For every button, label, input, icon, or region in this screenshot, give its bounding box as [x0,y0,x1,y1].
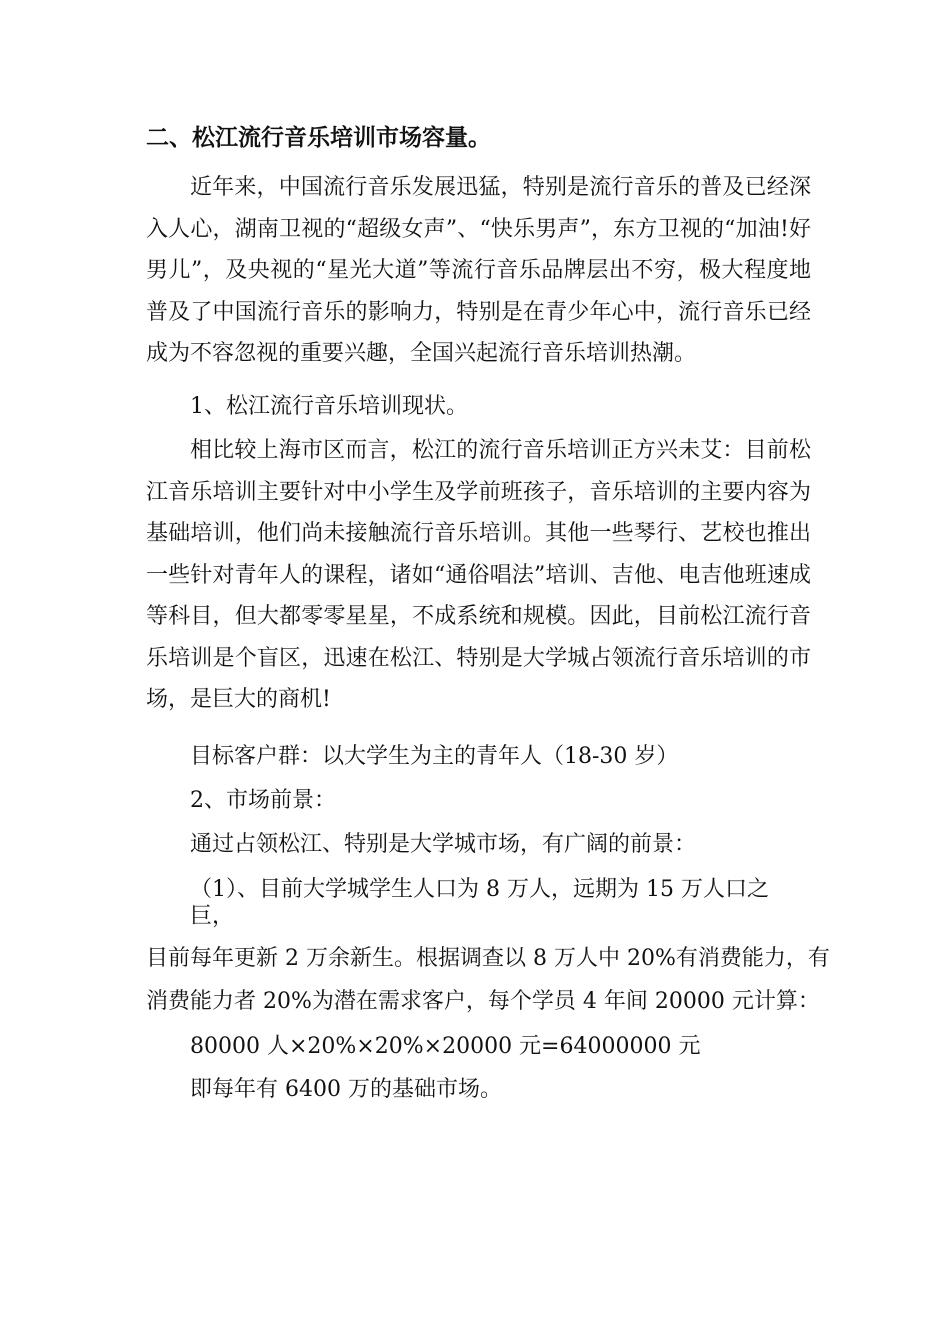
section-heading: 二、松江流行音乐培训市场容量。 [146,125,491,151]
formula-line: 80000 人×20%×20%×20000 元=64000000 元 [190,1034,701,1059]
conclusion-line: 即每年有 6400 万的基础市场。 [190,1077,502,1102]
target-customers-line: 目标客户群：以大学生为主的青年人（18-30 岁） [190,744,679,769]
item1-line-1: （1）、目前大学城学生人口为 8 万人，远期为 15 万人口之 [190,877,769,902]
section1-paragraph: 相比较上海市区而言，松江的流行音乐培训正方兴未艾：目前松江音乐培训主要针对中小学生及学前班孩子，音乐培训的主要内容为基础培训，他们尚未接触流行音乐培训。其他一些琴行、艺校也推出一些针对青年人的课程，诸如“通俗唱法”培训、吉他、电吉他班速成等科目，但大都零零星星，不成系统和规模。因此，目前松江流行音乐培训是个盲区，迅速在松江、特别是大学城占领流行音乐培训的市场，是巨大的商机! [146,438,811,712]
item1-line-2: 巨， [190,904,235,929]
intro-paragraph: 近年来，中国流行音乐发展迅猛，特别是流行音乐的普及已经深入人心，湖南卫视的“超级女声”、“快乐男声”，东方卫视的“加油!好男儿”，及央视的“星光大道”等流行音乐品牌层出不穷，极大程度地普及了中国流行音乐的影响力，特别是在青少年心中，流行音乐已经成为不容忽视的重要兴趣，全国兴起流行音乐培训热潮。 [146,175,811,366]
item1-line-4: 消费能力者 20%为潜在需求客户，每个学员 4 年间 20000 元计算： [146,989,820,1014]
item1-line-3: 目前每年更新 2 万余新生。根据调查以 8 万人中 20%有消费能力，有 [146,946,830,971]
section2-title: 2、市场前景： [190,788,336,813]
section2-intro: 通过占领松江、特别是大学城市场，有广阔的前景： [190,832,697,857]
section1-title: 1、松江流行音乐培训现状。 [190,394,468,419]
